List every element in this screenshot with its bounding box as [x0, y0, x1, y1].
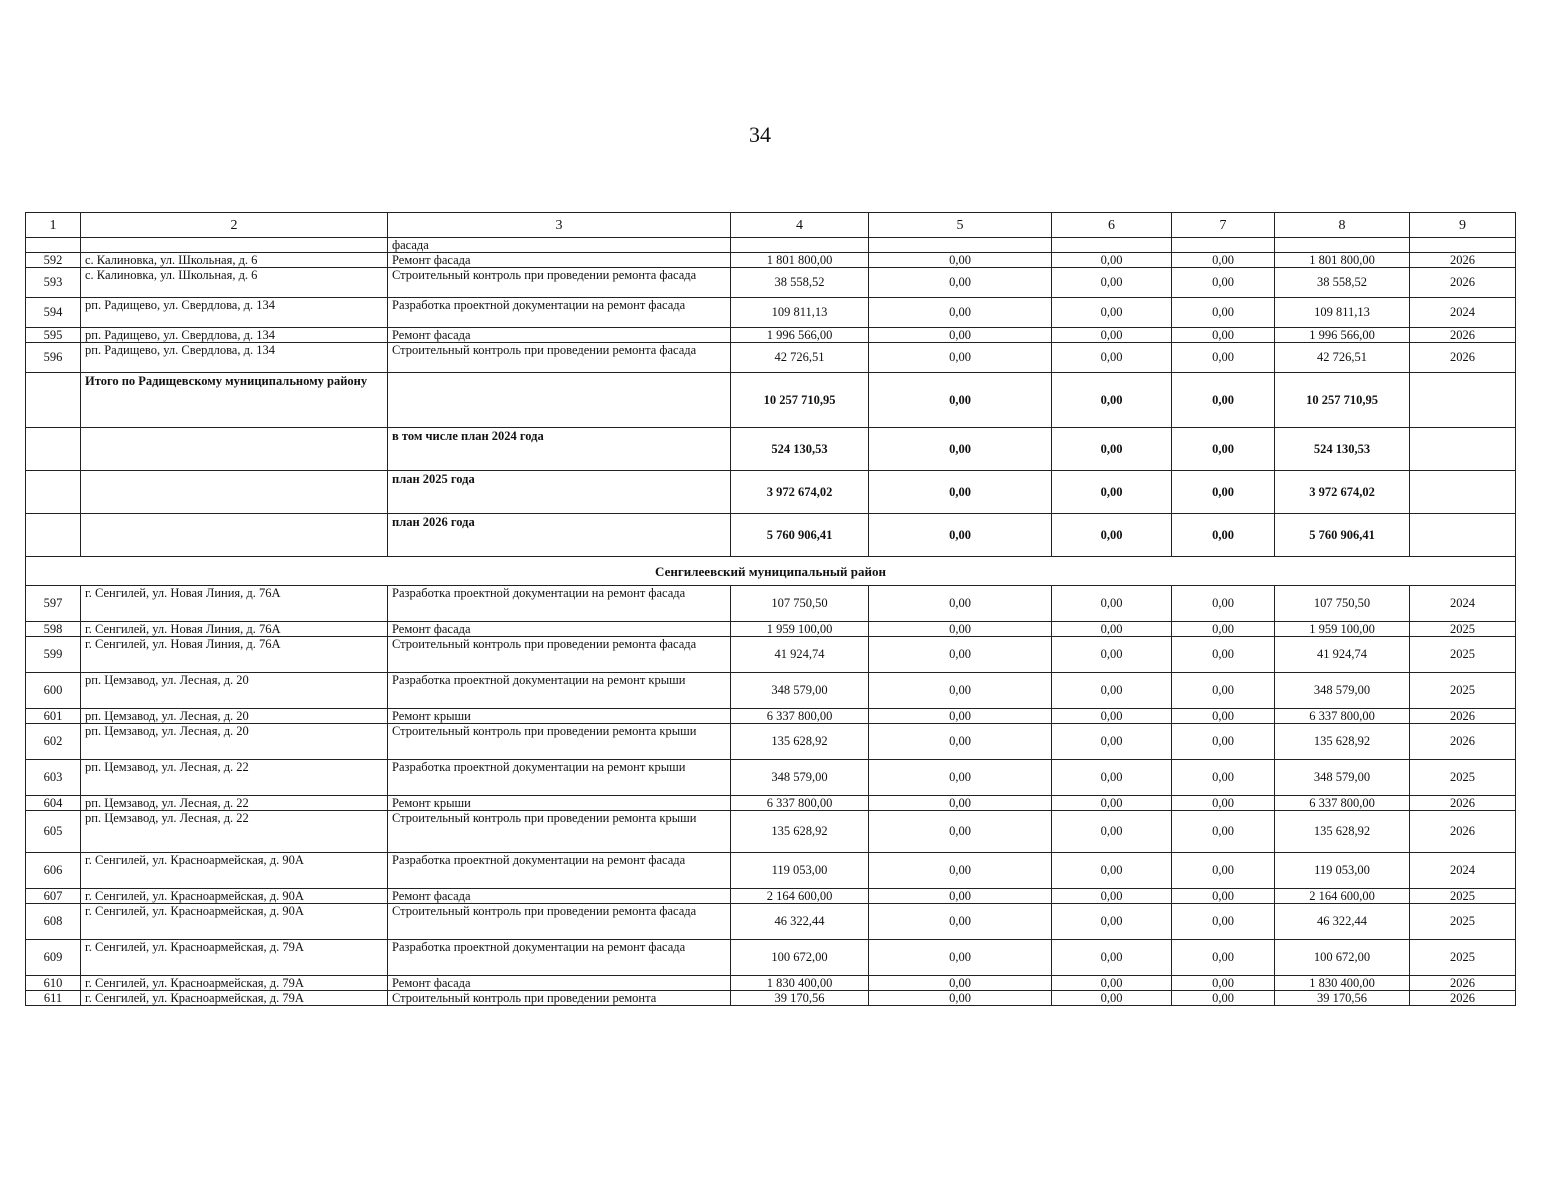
budget-cell: 0,00 [1052, 673, 1172, 709]
row-number: 609 [26, 940, 81, 976]
address-cell [81, 514, 388, 557]
table-row [26, 991, 1516, 1006]
local-budget-cell: 0,00 [1172, 760, 1275, 796]
work-type-cell: Разработка проектной документации на ремонт фасада [388, 586, 731, 622]
budget-cell: 0,00 [1052, 586, 1172, 622]
total-cost-cell: 109 811,13 [731, 298, 869, 328]
year-cell: 2025 [1410, 904, 1516, 940]
work-type-cell: Строительный контроль при проведении ремонта фасада [388, 268, 731, 298]
total-cost-cell: 1 801 800,00 [731, 253, 869, 268]
table-row [26, 343, 1516, 373]
work-type-cell: Разработка проектной документации на ремонт крыши [388, 673, 731, 709]
budget-cell: 0,00 [1052, 904, 1172, 940]
fund-cell: 0,00 [869, 673, 1052, 709]
row-number [26, 428, 81, 471]
row-number: 600 [26, 673, 81, 709]
address-cell: рп. Радищево, ул. Свердлова, д. 134 [81, 328, 388, 343]
section-title: Сенгилеевский муниципальный район [26, 557, 1516, 586]
budget-cell: 0,00 [1052, 709, 1172, 724]
fund-cell: 0,00 [869, 976, 1052, 991]
fund-cell: 0,00 [869, 343, 1052, 373]
column-header: 1 [26, 213, 81, 238]
owners-funds-cell: 1 996 566,00 [1275, 328, 1410, 343]
address-cell: с. Калиновка, ул. Школьная, д. 6 [81, 268, 388, 298]
row-number: 592 [26, 253, 81, 268]
column-header: 8 [1275, 213, 1410, 238]
fund-cell: 0,00 [869, 637, 1052, 673]
year-cell: 2024 [1410, 298, 1516, 328]
table-row [26, 268, 1516, 298]
table-row [26, 796, 1516, 811]
budget-cell: 0,00 [1052, 724, 1172, 760]
owners-funds-cell: 6 337 800,00 [1275, 796, 1410, 811]
fund-cell: 0,00 [869, 889, 1052, 904]
work-type-cell: Ремонт фасада [388, 889, 731, 904]
fund-cell: 0,00 [869, 991, 1052, 1006]
fund-cell: 0,00 [869, 709, 1052, 724]
owners-funds-cell: 42 726,51 [1275, 343, 1410, 373]
owners-funds-cell: 135 628,92 [1275, 811, 1410, 853]
local-budget-cell: 0,00 [1172, 586, 1275, 622]
row-number: 608 [26, 904, 81, 940]
column-header: 9 [1410, 213, 1516, 238]
local-budget-cell: 0,00 [1172, 298, 1275, 328]
total-cost-cell: 3 972 674,02 [731, 471, 869, 514]
local-budget-cell: 0,00 [1172, 328, 1275, 343]
work-type-cell: Строительный контроль при проведении ремонта фасада [388, 904, 731, 940]
budget-cell: 0,00 [1052, 940, 1172, 976]
year-cell [1410, 514, 1516, 557]
column-header: 3 [388, 213, 731, 238]
work-type-cell: Разработка проектной документации на ремонт фасада [388, 298, 731, 328]
year-cell: 2026 [1410, 709, 1516, 724]
row-number: 601 [26, 709, 81, 724]
address-cell: г. Сенгилей, ул. Красноармейская, д. 90А [81, 853, 388, 889]
subtotal-row [26, 514, 1516, 557]
table-row [26, 889, 1516, 904]
address-cell: рп. Цемзавод, ул. Лесная, д. 20 [81, 673, 388, 709]
row-number: 602 [26, 724, 81, 760]
fund-cell: 0,00 [869, 904, 1052, 940]
row-number: 595 [26, 328, 81, 343]
owners-funds-cell: 135 628,92 [1275, 724, 1410, 760]
owners-funds-cell: 46 322,44 [1275, 904, 1410, 940]
total-cost-cell: 107 750,50 [731, 586, 869, 622]
table-row [26, 940, 1516, 976]
year-cell: 2026 [1410, 991, 1516, 1006]
local-budget-cell: 0,00 [1172, 673, 1275, 709]
section-heading-row [26, 557, 1516, 586]
address-cell: г. Сенгилей, ул. Красноармейская, д. 79А [81, 940, 388, 976]
total-cost-cell: 46 322,44 [731, 904, 869, 940]
total-cost-cell: 6 337 800,00 [731, 709, 869, 724]
table-row [26, 586, 1516, 622]
local-budget-cell: 0,00 [1172, 514, 1275, 557]
work-type-cell: Строительный контроль при проведении ремонта фасада [388, 343, 731, 373]
total-cost-cell: 348 579,00 [731, 673, 869, 709]
continuation-row [26, 238, 1516, 253]
year-cell: 2025 [1410, 940, 1516, 976]
total-cost-cell: 41 924,74 [731, 637, 869, 673]
column-header: 2 [81, 213, 388, 238]
address-cell [81, 428, 388, 471]
year-cell: 2026 [1410, 976, 1516, 991]
year-cell: 2025 [1410, 637, 1516, 673]
year-cell: 2026 [1410, 796, 1516, 811]
local-budget-cell: 0,00 [1172, 991, 1275, 1006]
table-row [26, 724, 1516, 760]
table-row [26, 253, 1516, 268]
row-number: 597 [26, 586, 81, 622]
address-cell: рп. Радищево, ул. Свердлова, д. 134 [81, 343, 388, 373]
address-cell: г. Сенгилей, ул. Новая Линия, д. 76А [81, 637, 388, 673]
budget-cell: 0,00 [1052, 471, 1172, 514]
fund-cell: 0,00 [869, 811, 1052, 853]
row-number: 599 [26, 637, 81, 673]
total-cost-cell: 135 628,92 [731, 724, 869, 760]
budget-table [25, 212, 1516, 1006]
fund-cell: 0,00 [869, 940, 1052, 976]
table-row [26, 976, 1516, 991]
column-header-row [26, 213, 1516, 238]
subtotal-row [26, 471, 1516, 514]
fund-cell: 0,00 [869, 298, 1052, 328]
total-cost-cell: 2 164 600,00 [731, 889, 869, 904]
work-type-cell: Разработка проектной документации на ремонт фасада [388, 853, 731, 889]
fund-cell: 0,00 [869, 514, 1052, 557]
column-header: 5 [869, 213, 1052, 238]
local-budget-cell: 0,00 [1172, 853, 1275, 889]
year-cell [1410, 428, 1516, 471]
table-row [26, 811, 1516, 853]
year-cell: 2025 [1410, 760, 1516, 796]
work-type-cell: Ремонт крыши [388, 796, 731, 811]
budget-cell: 0,00 [1052, 268, 1172, 298]
owners-funds-cell: 100 672,00 [1275, 940, 1410, 976]
address-cell: г. Сенгилей, ул. Красноармейская, д. 90А [81, 889, 388, 904]
total-cost-cell: 1 959 100,00 [731, 622, 869, 637]
row-number [26, 514, 81, 557]
column-header: 4 [731, 213, 869, 238]
owners-funds-cell: 41 924,74 [1275, 637, 1410, 673]
owners-funds-cell: 39 170,56 [1275, 991, 1410, 1006]
fund-cell: 0,00 [869, 268, 1052, 298]
budget-cell: 0,00 [1052, 622, 1172, 637]
local-budget-cell: 0,00 [1172, 904, 1275, 940]
fund-cell: 0,00 [869, 796, 1052, 811]
budget-cell: 0,00 [1052, 373, 1172, 428]
budget-cell: 0,00 [1052, 853, 1172, 889]
budget-cell: 0,00 [1052, 343, 1172, 373]
budget-cell: 0,00 [1052, 428, 1172, 471]
address-cell: рп. Цемзавод, ул. Лесная, д. 20 [81, 709, 388, 724]
local-budget-cell: 0,00 [1172, 268, 1275, 298]
budget-cell: 0,00 [1052, 811, 1172, 853]
local-budget-cell: 0,00 [1172, 709, 1275, 724]
year-cell: 2026 [1410, 724, 1516, 760]
year-cell: 2026 [1410, 253, 1516, 268]
local-budget-cell: 0,00 [1172, 976, 1275, 991]
work-type-cell: Строительный контроль при проведении ремонта [388, 991, 731, 1006]
year-cell: 2026 [1410, 343, 1516, 373]
row-number: 593 [26, 268, 81, 298]
address-cell: г. Сенгилей, ул. Новая Линия, д. 76А [81, 586, 388, 622]
owners-funds-cell: 6 337 800,00 [1275, 709, 1410, 724]
work-type-cell: Ремонт крыши [388, 709, 731, 724]
year-cell: 2026 [1410, 811, 1516, 853]
total-cost-cell: 119 053,00 [731, 853, 869, 889]
subtotal-row [26, 428, 1516, 471]
fund-cell: 0,00 [869, 253, 1052, 268]
owners-funds-cell: 348 579,00 [1275, 673, 1410, 709]
address-cell: г. Сенгилей, ул. Новая Линия, д. 76А [81, 622, 388, 637]
total-cost-cell: 100 672,00 [731, 940, 869, 976]
budget-cell: 0,00 [1052, 328, 1172, 343]
owners-funds-cell: 5 760 906,41 [1275, 514, 1410, 557]
work-type-cell: Разработка проектной документации на ремонт крыши [388, 760, 731, 796]
table-body [26, 213, 1516, 1006]
address-cell: г. Сенгилей, ул. Красноармейская, д. 79А [81, 991, 388, 1006]
address-cell: рп. Цемзавод, ул. Лесная, д. 22 [81, 811, 388, 853]
budget-cell: 0,00 [1052, 991, 1172, 1006]
local-budget-cell: 0,00 [1172, 796, 1275, 811]
work-type-cell: Ремонт фасада [388, 622, 731, 637]
budget-cell: 0,00 [1052, 298, 1172, 328]
table-row [26, 622, 1516, 637]
total-cost-cell: 42 726,51 [731, 343, 869, 373]
table-row [26, 298, 1516, 328]
table-row [26, 328, 1516, 343]
local-budget-cell: 0,00 [1172, 811, 1275, 853]
total-cost-cell: 39 170,56 [731, 991, 869, 1006]
work-type-cell: Строительный контроль при проведении ремонта крыши [388, 811, 731, 853]
work-type-cell: Строительный контроль при проведении ремонта крыши [388, 724, 731, 760]
year-cell: 2025 [1410, 673, 1516, 709]
budget-cell: 0,00 [1052, 253, 1172, 268]
fund-cell: 0,00 [869, 724, 1052, 760]
budget-cell: 0,00 [1052, 796, 1172, 811]
table-row [26, 853, 1516, 889]
fund-cell: 0,00 [869, 853, 1052, 889]
table-row [26, 904, 1516, 940]
total-cost-cell: 1 830 400,00 [731, 976, 869, 991]
owners-funds-cell: 107 750,50 [1275, 586, 1410, 622]
owners-funds-cell: 10 257 710,95 [1275, 373, 1410, 428]
fund-cell: 0,00 [869, 428, 1052, 471]
address-cell: рп. Цемзавод, ул. Лесная, д. 22 [81, 760, 388, 796]
local-budget-cell: 0,00 [1172, 637, 1275, 673]
local-budget-cell: 0,00 [1172, 471, 1275, 514]
total-cost-cell: 10 257 710,95 [731, 373, 869, 428]
budget-cell: 0,00 [1052, 760, 1172, 796]
table-row [26, 637, 1516, 673]
owners-funds-cell: 1 959 100,00 [1275, 622, 1410, 637]
row-number [26, 471, 81, 514]
work-type-cell: Строительный контроль при проведении ремонта фасада [388, 637, 731, 673]
local-budget-cell: 0,00 [1172, 622, 1275, 637]
total-cost-cell: 6 337 800,00 [731, 796, 869, 811]
address-cell: г. Сенгилей, ул. Красноармейская, д. 79А [81, 976, 388, 991]
local-budget-cell: 0,00 [1172, 253, 1275, 268]
fund-cell: 0,00 [869, 586, 1052, 622]
owners-funds-cell: 1 830 400,00 [1275, 976, 1410, 991]
address-cell: рп. Цемзавод, ул. Лесная, д. 22 [81, 796, 388, 811]
fund-cell: 0,00 [869, 471, 1052, 514]
work-type-cell: план 2025 года [388, 471, 731, 514]
year-cell: 2026 [1410, 268, 1516, 298]
total-cost-cell: 1 996 566,00 [731, 328, 869, 343]
budget-cell: 0,00 [1052, 889, 1172, 904]
fund-cell: 0,00 [869, 760, 1052, 796]
row-number: 594 [26, 298, 81, 328]
local-budget-cell: 0,00 [1172, 889, 1275, 904]
work-type-cell: Разработка проектной документации на ремонт фасада [388, 940, 731, 976]
row-number: 605 [26, 811, 81, 853]
budget-cell: 0,00 [1052, 637, 1172, 673]
year-cell [1410, 373, 1516, 428]
table-row [26, 673, 1516, 709]
owners-funds-cell: 119 053,00 [1275, 853, 1410, 889]
local-budget-cell: 0,00 [1172, 343, 1275, 373]
local-budget-cell: 0,00 [1172, 940, 1275, 976]
fund-cell: 0,00 [869, 328, 1052, 343]
year-cell: 2025 [1410, 889, 1516, 904]
total-cost-cell: 38 558,52 [731, 268, 869, 298]
owners-funds-cell: 2 164 600,00 [1275, 889, 1410, 904]
year-cell [1410, 471, 1516, 514]
local-budget-cell: 0,00 [1172, 724, 1275, 760]
total-cost-cell: 524 130,53 [731, 428, 869, 471]
subtotal-row [26, 373, 1516, 428]
address-cell [81, 471, 388, 514]
local-budget-cell: 0,00 [1172, 373, 1275, 428]
local-budget-cell: 0,00 [1172, 428, 1275, 471]
row-number: 610 [26, 976, 81, 991]
work-type-cell: Ремонт фасада [388, 976, 731, 991]
table-row [26, 760, 1516, 796]
owners-funds-cell: 1 801 800,00 [1275, 253, 1410, 268]
column-header: 6 [1052, 213, 1172, 238]
address-cell: с. Калиновка, ул. Школьная, д. 6 [81, 253, 388, 268]
row-number: 606 [26, 853, 81, 889]
owners-funds-cell: 3 972 674,02 [1275, 471, 1410, 514]
owners-funds-cell: 38 558,52 [1275, 268, 1410, 298]
total-cost-cell: 348 579,00 [731, 760, 869, 796]
address-cell: г. Сенгилей, ул. Красноармейская, д. 90А [81, 904, 388, 940]
address-cell: рп. Цемзавод, ул. Лесная, д. 20 [81, 724, 388, 760]
fund-cell: 0,00 [869, 373, 1052, 428]
continuation-text: фасада [388, 238, 731, 253]
work-type-cell: Ремонт фасада [388, 328, 731, 343]
row-number: 611 [26, 991, 81, 1006]
work-type-cell: в том числе план 2024 года [388, 428, 731, 471]
owners-funds-cell: 524 130,53 [1275, 428, 1410, 471]
budget-cell: 0,00 [1052, 514, 1172, 557]
work-type-cell [388, 373, 731, 428]
total-cost-cell: 135 628,92 [731, 811, 869, 853]
row-number [26, 373, 81, 428]
column-header: 7 [1172, 213, 1275, 238]
work-type-cell: Ремонт фасада [388, 253, 731, 268]
year-cell: 2025 [1410, 622, 1516, 637]
address-cell: рп. Радищево, ул. Свердлова, д. 134 [81, 298, 388, 328]
address-cell: Итого по Радищевскому муниципальному району [81, 373, 388, 428]
table-row [26, 709, 1516, 724]
budget-cell: 0,00 [1052, 976, 1172, 991]
row-number: 598 [26, 622, 81, 637]
row-number: 607 [26, 889, 81, 904]
row-number: 604 [26, 796, 81, 811]
work-type-cell: план 2026 года [388, 514, 731, 557]
total-cost-cell: 5 760 906,41 [731, 514, 869, 557]
owners-funds-cell: 348 579,00 [1275, 760, 1410, 796]
year-cell: 2024 [1410, 586, 1516, 622]
row-number: 596 [26, 343, 81, 373]
row-number: 603 [26, 760, 81, 796]
page-number: 34 [749, 122, 771, 147]
owners-funds-cell: 109 811,13 [1275, 298, 1410, 328]
year-cell: 2024 [1410, 853, 1516, 889]
year-cell: 2026 [1410, 328, 1516, 343]
fund-cell: 0,00 [869, 622, 1052, 637]
